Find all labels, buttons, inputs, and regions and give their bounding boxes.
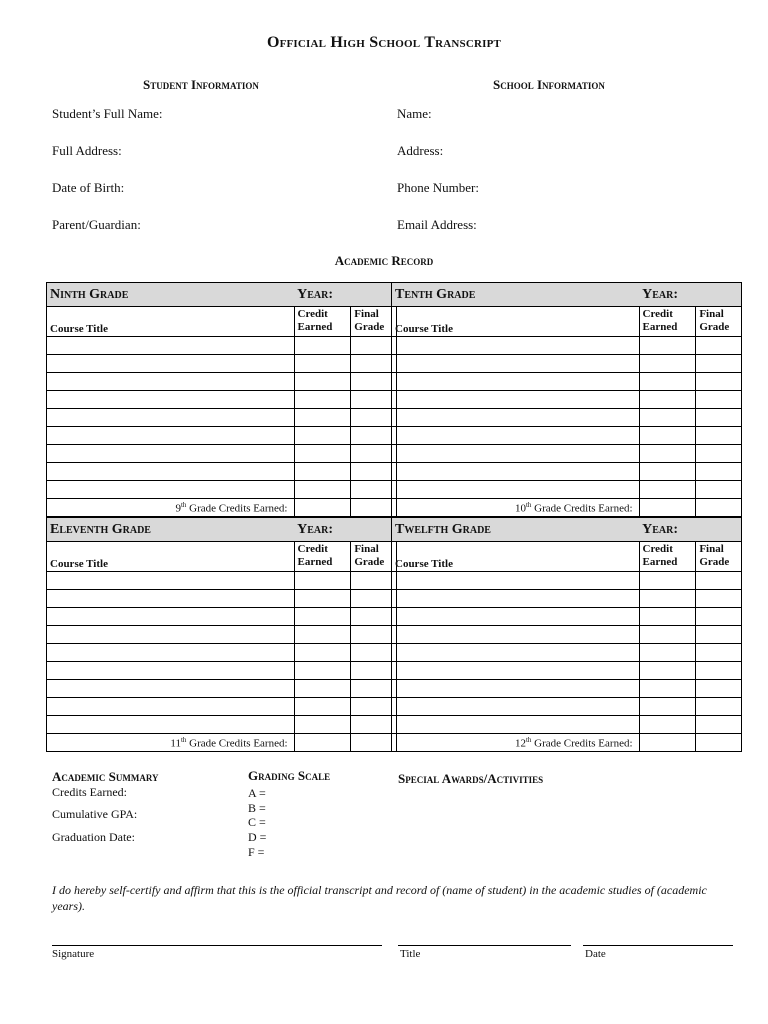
course-title-cell[interactable] [392, 463, 640, 481]
school-info-heading: School Information [493, 77, 605, 92]
credit-cell[interactable] [639, 391, 696, 409]
grade-cell[interactable] [696, 409, 742, 427]
grade-cell[interactable] [696, 608, 742, 626]
academic-record-heading: Academic Record [334, 253, 434, 268]
grade-cell[interactable] [351, 409, 397, 427]
ordinal-suffix: th [180, 735, 187, 744]
course-title-cell[interactable] [392, 572, 640, 590]
course-title-cell[interactable] [392, 481, 640, 499]
grade-cell[interactable] [351, 463, 397, 481]
grading-scale-heading: Grading Scale [248, 768, 331, 783]
student-address-field[interactable]: Full Address: [52, 143, 122, 158]
title-line[interactable] [398, 945, 571, 946]
course-row [47, 572, 397, 590]
tenth-credits-total-label [392, 499, 640, 517]
credit-cell[interactable] [294, 427, 351, 445]
course-row [392, 391, 742, 409]
grade-cell[interactable] [696, 391, 742, 409]
credit-cell[interactable] [639, 409, 696, 427]
credit-cell[interactable] [639, 373, 696, 391]
ninth-grade-title: Ninth Grade [50, 286, 129, 302]
course-row [47, 391, 397, 409]
signature-label: Signature [52, 948, 95, 960]
credit-cell[interactable] [294, 626, 351, 644]
course-row [47, 445, 397, 463]
student-info-heading: Student Information [143, 77, 259, 92]
credit-cell[interactable] [639, 481, 696, 499]
twelfth-credits-total-value[interactable] [639, 734, 696, 752]
course-row [47, 463, 397, 481]
credit-earned-header [294, 542, 351, 572]
credit-cell[interactable] [294, 644, 351, 662]
school-name-field[interactable]: Name: [397, 106, 432, 121]
course-row [47, 590, 397, 608]
course-row [392, 463, 742, 481]
grade-cell[interactable] [696, 680, 742, 698]
grade-cell[interactable] [351, 698, 397, 716]
credit-cell[interactable] [639, 445, 696, 463]
twelfth-grade-table [391, 517, 742, 752]
course-row [47, 680, 397, 698]
course-title-header: Course Title [47, 307, 295, 337]
credit-cell[interactable] [639, 355, 696, 373]
grade-cell[interactable] [696, 644, 742, 662]
course-row [392, 680, 742, 698]
grade-cell[interactable] [351, 572, 397, 590]
grade-cell[interactable] [696, 337, 742, 355]
course-row [392, 698, 742, 716]
course-title-cell[interactable] [392, 427, 640, 445]
course-row [392, 662, 742, 680]
grade-cell[interactable] [351, 626, 397, 644]
course-row [392, 427, 742, 445]
credit-cell[interactable] [639, 590, 696, 608]
credit-cell[interactable] [294, 409, 351, 427]
course-title-cell[interactable] [392, 355, 640, 373]
grade-c-field[interactable]: C = [248, 815, 266, 829]
grade-number: 11 [170, 737, 181, 750]
course-title-cell[interactable] [47, 481, 295, 499]
final-header-line2: Grade [354, 321, 385, 333]
ninth-grade-total-value[interactable] [351, 499, 397, 517]
final-grade-header [696, 307, 742, 337]
awards-heading: Special Awards/Activities [398, 771, 544, 786]
course-row [47, 644, 397, 662]
course-row [392, 337, 742, 355]
course-title-cell[interactable] [47, 373, 295, 391]
tenth-credits-total-value[interactable] [639, 499, 696, 517]
final-header-line1: Final [699, 543, 724, 555]
twelfth-year-field[interactable]: Year: [642, 521, 678, 537]
final-header-line1: Final [699, 308, 724, 320]
course-title-cell[interactable] [47, 590, 295, 608]
course-row [47, 337, 397, 355]
course-row [47, 481, 397, 499]
grade-cell[interactable] [351, 355, 397, 373]
grade-cell[interactable] [696, 373, 742, 391]
credit-header-line1: Credit [642, 543, 673, 555]
parent-guardian-field[interactable]: Parent/Guardian: [52, 217, 141, 232]
credit-cell[interactable] [639, 626, 696, 644]
course-title-cell[interactable] [392, 698, 640, 716]
signature-line[interactable] [52, 945, 382, 946]
credit-cell[interactable] [294, 680, 351, 698]
course-title-header: Course Title [392, 307, 640, 337]
credits-earned-text: Grade Credits Earned: [186, 737, 288, 750]
course-title-cell[interactable] [47, 337, 295, 355]
eleventh-year-field[interactable]: Year: [297, 521, 333, 537]
course-title-cell[interactable] [392, 716, 640, 734]
title-label: Title [400, 948, 421, 960]
tenth-grade-total-value[interactable] [696, 499, 742, 517]
credit-cell[interactable] [294, 572, 351, 590]
course-title-cell[interactable] [47, 355, 295, 373]
course-row [392, 644, 742, 662]
ninth-year-field[interactable]: Year: [297, 286, 333, 302]
course-title-cell[interactable] [47, 698, 295, 716]
eleventh-grade-title: Eleventh Grade [50, 521, 151, 537]
course-row [392, 626, 742, 644]
credit-cell[interactable] [639, 608, 696, 626]
credits-earned-text: Grade Credits Earned: [186, 502, 288, 515]
credit-earned-header [639, 542, 696, 572]
grade-cell[interactable] [696, 427, 742, 445]
graduation-date-field[interactable]: Graduation Date: [52, 830, 135, 844]
credit-cell[interactable] [639, 680, 696, 698]
cumulative-gpa-field[interactable]: Cumulative GPA: [52, 807, 138, 821]
ninth-credits-total-label [47, 499, 295, 517]
credit-header-line2: Earned [642, 321, 678, 333]
course-row [47, 355, 397, 373]
course-title-cell[interactable] [392, 608, 640, 626]
course-title-cell[interactable] [392, 445, 640, 463]
school-address-field[interactable]: Address: [397, 143, 444, 158]
course-title-cell[interactable] [47, 427, 295, 445]
grade-cell[interactable] [696, 716, 742, 734]
grade-cell[interactable] [351, 680, 397, 698]
date-label: Date [585, 948, 606, 960]
grade-cell[interactable] [351, 445, 397, 463]
course-row [47, 608, 397, 626]
credit-cell[interactable] [294, 698, 351, 716]
academic-summary-heading: Academic Summary [52, 769, 159, 784]
grade-cell[interactable] [351, 427, 397, 445]
student-name-field[interactable]: Student’s Full Name: [52, 106, 163, 121]
credit-header-line2: Earned [642, 556, 678, 568]
course-title-cell[interactable] [47, 572, 295, 590]
school-phone-field[interactable]: Phone Number: [397, 180, 479, 195]
course-row [392, 608, 742, 626]
grade-cell[interactable] [696, 463, 742, 481]
credit-cell[interactable] [639, 662, 696, 680]
grade-cell[interactable] [696, 590, 742, 608]
grade-d-field[interactable]: D = [248, 830, 267, 844]
course-title-cell[interactable] [392, 662, 640, 680]
credit-cell[interactable] [639, 644, 696, 662]
final-header-line2: Grade [354, 556, 385, 568]
final-header-line1: Final [354, 308, 379, 320]
course-title-cell[interactable] [47, 716, 295, 734]
grade-cell[interactable] [696, 445, 742, 463]
course-row [47, 373, 397, 391]
course-row [47, 427, 397, 445]
credit-cell[interactable] [294, 373, 351, 391]
final-header-line2: Grade [699, 556, 730, 568]
grade-cell[interactable] [351, 373, 397, 391]
course-row [392, 590, 742, 608]
grade-cell[interactable] [351, 644, 397, 662]
grade-cell[interactable] [696, 355, 742, 373]
credit-cell[interactable] [294, 355, 351, 373]
course-title-cell[interactable] [47, 626, 295, 644]
ninth-grade-table [46, 282, 397, 517]
course-row [392, 355, 742, 373]
ninth-credits-total-value[interactable] [294, 499, 351, 517]
credit-cell[interactable] [639, 716, 696, 734]
credit-cell[interactable] [294, 608, 351, 626]
grade-cell[interactable] [351, 608, 397, 626]
course-title-cell[interactable] [47, 445, 295, 463]
course-title-cell[interactable] [47, 680, 295, 698]
course-title-cell[interactable] [392, 680, 640, 698]
grade-b-field[interactable]: B = [248, 801, 266, 815]
course-row [392, 409, 742, 427]
course-title-cell[interactable] [47, 391, 295, 409]
credit-cell[interactable] [294, 662, 351, 680]
credit-header-line1: Credit [297, 308, 328, 320]
twelfth-grade-total-value[interactable] [696, 734, 742, 752]
grade-cell[interactable] [696, 662, 742, 680]
final-grade-header [696, 542, 742, 572]
tenth-grade-table [391, 282, 742, 517]
twelfth-credits-total-label [392, 734, 640, 752]
course-row [47, 716, 397, 734]
final-grade-header [351, 307, 397, 337]
eleventh-credits-total-label [47, 734, 295, 752]
credit-cell[interactable] [294, 481, 351, 499]
course-row [47, 698, 397, 716]
course-title-cell[interactable] [392, 373, 640, 391]
credit-header-line2: Earned [297, 321, 333, 333]
grade-a-field[interactable]: A = [248, 786, 266, 800]
grade-number: 12 [514, 737, 526, 750]
credit-cell[interactable] [639, 337, 696, 355]
ordinal-suffix: th [525, 735, 532, 744]
grade-cell[interactable] [351, 391, 397, 409]
course-row [47, 662, 397, 680]
grade-f-field[interactable]: F = [248, 845, 265, 859]
course-title-cell[interactable] [392, 409, 640, 427]
course-row [47, 409, 397, 427]
credits-earned-text: Grade Credits Earned: [531, 737, 633, 750]
eleventh-credits-total-value[interactable] [294, 734, 351, 752]
credit-header-line1: Credit [642, 308, 673, 320]
grade-cell[interactable] [351, 662, 397, 680]
course-title-cell[interactable] [392, 590, 640, 608]
course-title-cell[interactable] [392, 391, 640, 409]
twelfth-grade-title: Twelfth Grade [395, 521, 491, 537]
credit-cell[interactable] [294, 716, 351, 734]
grade-cell[interactable] [696, 626, 742, 644]
final-header-line2: Grade [699, 321, 730, 333]
grade-cell[interactable] [351, 337, 397, 355]
credit-cell[interactable] [294, 337, 351, 355]
ordinal-suffix: th [525, 500, 532, 509]
course-title-header: Course Title [392, 542, 640, 572]
credit-cell[interactable] [294, 445, 351, 463]
credit-header-line2: Earned [297, 556, 333, 568]
grade-cell[interactable] [696, 698, 742, 716]
grade-cell[interactable] [696, 481, 742, 499]
credit-cell[interactable] [294, 391, 351, 409]
course-row [392, 716, 742, 734]
credit-cell[interactable] [639, 698, 696, 716]
course-title-cell[interactable] [47, 644, 295, 662]
credit-earned-header [639, 307, 696, 337]
final-header-line1: Final [354, 543, 379, 555]
credit-cell[interactable] [294, 590, 351, 608]
course-title-cell[interactable] [47, 662, 295, 680]
certification-statement: I do hereby self-certify and affirm that this is the official transcript and record of (name of student) in the academic studies of (academic years). [52, 883, 707, 913]
tenth-grade-title: Tenth Grade [395, 286, 476, 302]
credit-cell[interactable] [639, 427, 696, 445]
eleventh-grade-table [46, 517, 397, 752]
grade-number: 9 [175, 502, 181, 515]
course-title-cell[interactable] [392, 626, 640, 644]
grade-number: 10 [514, 502, 526, 515]
course-title-header: Course Title [47, 542, 295, 572]
grade-cell[interactable] [351, 481, 397, 499]
course-title-cell[interactable] [47, 608, 295, 626]
course-row [392, 481, 742, 499]
course-row [392, 373, 742, 391]
credit-cell[interactable] [294, 463, 351, 481]
school-email-field[interactable]: Email Address: [397, 217, 477, 232]
course-title-cell[interactable] [47, 463, 295, 481]
credits-earned-field[interactable]: Credits Earned: [52, 785, 127, 799]
course-row [392, 572, 742, 590]
page-title: Official High School Transcript [266, 34, 502, 51]
student-dob-field[interactable]: Date of Birth: [52, 180, 125, 195]
credit-cell[interactable] [639, 463, 696, 481]
grade-cell[interactable] [351, 590, 397, 608]
tenth-year-field[interactable]: Year: [642, 286, 678, 302]
credit-header-line1: Credit [297, 543, 328, 555]
date-line[interactable] [583, 945, 733, 946]
final-grade-header [351, 542, 397, 572]
course-title-cell[interactable] [392, 644, 640, 662]
credit-earned-header [294, 307, 351, 337]
credit-cell[interactable] [639, 572, 696, 590]
course-row [392, 445, 742, 463]
course-title-cell[interactable] [47, 409, 295, 427]
grade-cell[interactable] [351, 716, 397, 734]
course-title-cell[interactable] [392, 337, 640, 355]
ordinal-suffix: th [180, 500, 187, 509]
grade-cell[interactable] [696, 572, 742, 590]
course-row [47, 626, 397, 644]
eleventh-grade-total-value[interactable] [351, 734, 397, 752]
credits-earned-text: Grade Credits Earned: [531, 502, 633, 515]
